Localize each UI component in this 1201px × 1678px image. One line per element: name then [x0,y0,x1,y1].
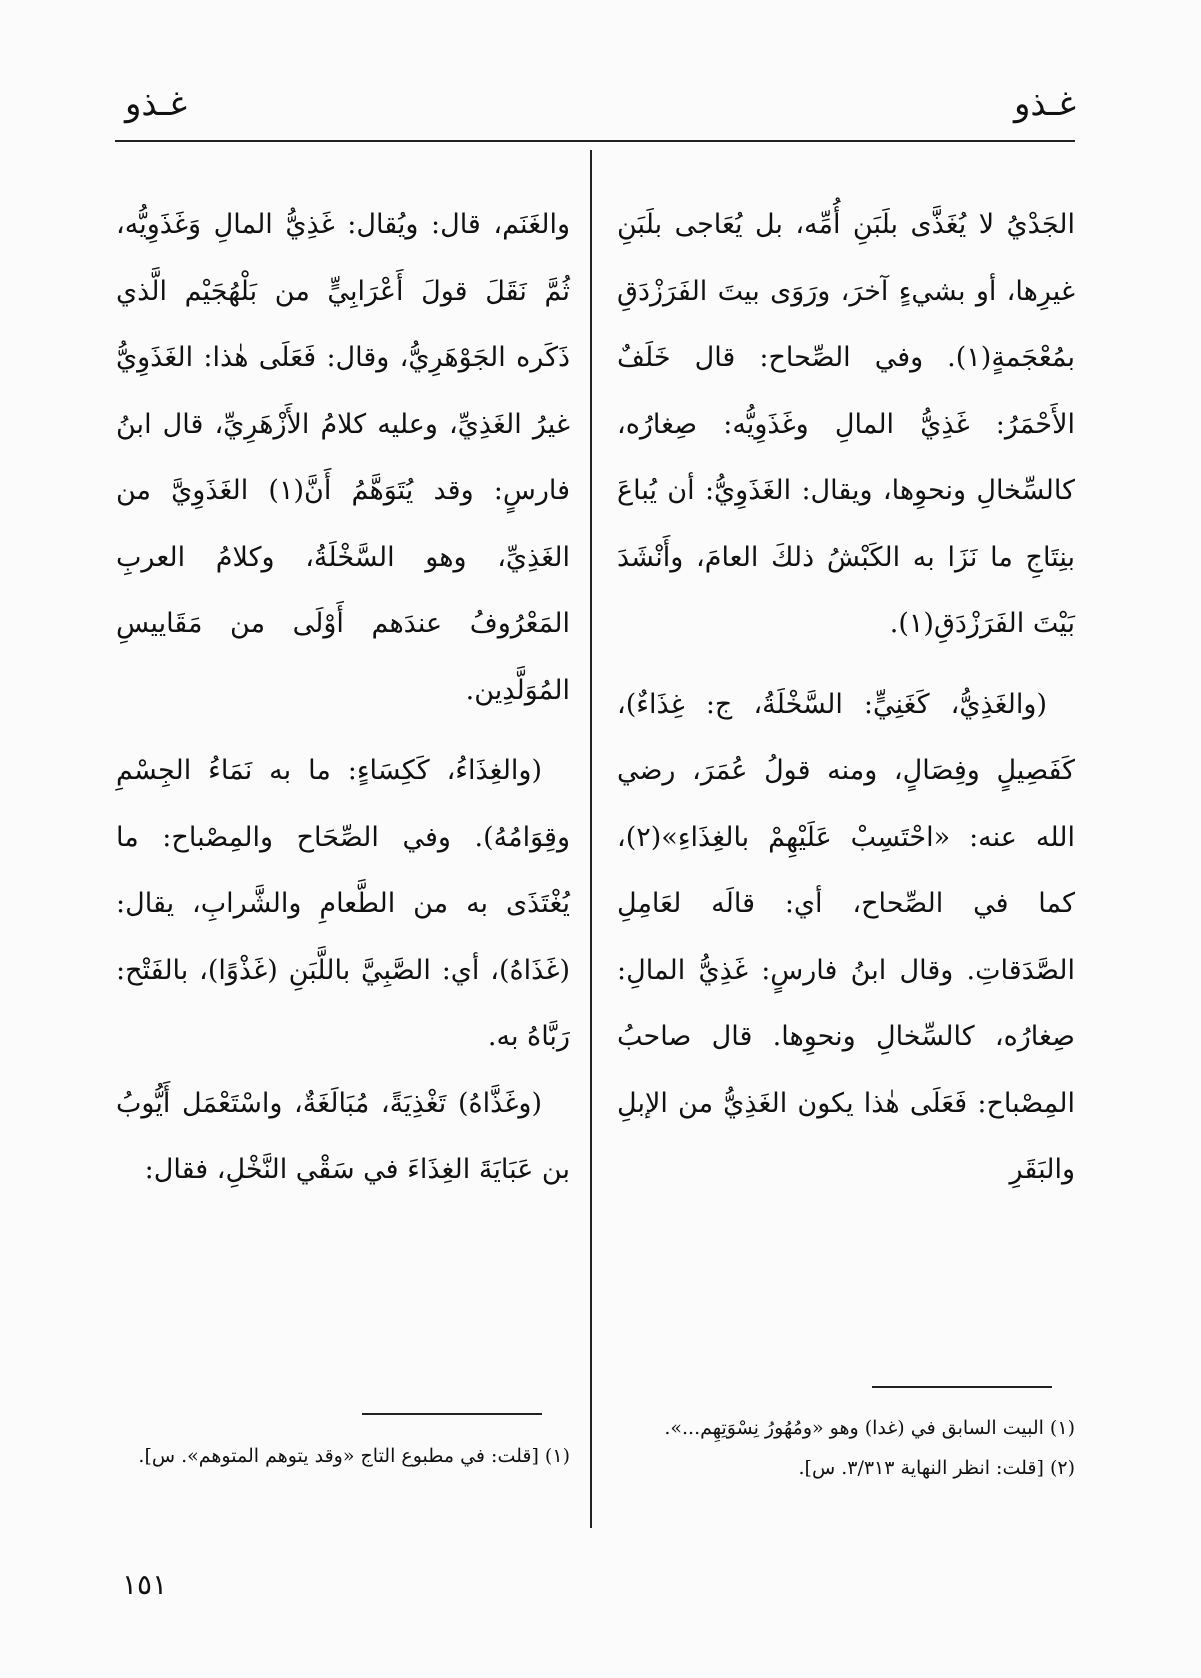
paragraph: والغَنَم، قال: ويُقال: غَذِيُّ المالِ وَغَذَوِيُّه، ثُمَّ نَقَلَ قولَ أَعْرَابِيٍّ من بَلْهُجَيْم الَّذي ذَكَره الجَوْهَرِيُّ، وقال: فَعَلَى هٰذا: الغَذَوِيُّ غيرُ الغَذِيِّ، وعليه كلامُ الأَزْهَرِيِّ، قال ابنُ فارسٍ: وقد يُتَوَهَّمُ أَنَّ(١) الغَذَوِيَّ من الغَذِيِّ، وهو السَّخْلَةُ، وكلامُ العربِ المَعْرُوفُ عندَهم أَوْلَى من مَقَاييسِ المُوَلَّدِين. [116,209,570,706]
running-header-right: غـذو [1013,84,1076,124]
footnotes-left [116,1436,570,1476]
running-header-left: غـذو [125,84,188,124]
footnote: (١) [قلت: في مطبوع التاج «وقد يتوهم المتوهم». س]. [138,1445,570,1467]
right-column [617,192,1075,1204]
paragraph: الجَدْيُ لا يُغَذَّى بلَبَنِ أُمِّه، بل يُعَاجى بلَبَنِ غيرِها، أو بشيءٍ آخرَ، ورَوَى بيتَ الفَرَزْدَقِ بمُعْجَمةٍ(١). وفي الصِّحاح: قال خَلَفٌ الأَحْمَرُ: غَذِيُّ المالِ وغَذَوِيُّه: صِغارُه، كالسِّخالِ ونحوِها، ويقال: الغَذَوِيُّ: أن يُباعَ بنِتَاجِ ما نَزَا به الكَبْشُ ذلكَ العامَ، وأَنْشَدَ بَيْتَ الفَرَزْدَقِ(١). [617,209,1075,639]
header-rule [115,140,1075,142]
paragraph: (والغَذِيُّ، كَغَنِيٍّ: السَّخْلَةُ، ج: غِذَاءٌ)، كَفَصِيلٍ وفِصَالٍ، ومنه قولُ عُمَرَ، رضي الله عنه: «احْتَسِبْ عَلَيْهِمْ بالغِذَاءِ»(٢)، كما في الصِّحاح، أي: قالَه لعَامِلِ الصَّدَقاتِ. وقال ابنُ فارسٍ: غَذِيُّ المالِ: صِغارُه، كالسِّخالِ ونحوِها. قال صاحبُ المِصْباح: فَعَلَى هٰذا يكون الغَذِيُّ من الإبلِ والبَقَرِ [617,688,1075,1185]
footnote: (٢) [قلت: انظر النهاية ٣/٣١٣. س]. [798,1457,1075,1479]
footnote-rule [362,1413,542,1415]
footnote: (١) البيت السابق في (غدا) وهو «ومُهُورُ نِسْوَتِهِم...». [664,1417,1075,1439]
footnote-rule [872,1386,1052,1388]
footnotes-right [617,1408,1075,1488]
page-number: ١٥١ [122,1568,168,1601]
paragraph: (والغِذَاءُ، كَكِسَاءٍ: ما به نَمَاءُ الجِسْمِ وقِوَامُهُ). وفي الصِّحَاح والمِصْباح: ما يُغْتَذَى به من الطَّعامِ والشَّرابِ، يقال: (غَذَاهُ)، أي: الصَّبِيَّ باللَّبَنِ (غَذْوًا)، بالفَتْح: رَبَّاهُ به. [116,755,570,1052]
left-column [116,192,570,1204]
paragraph: (وغَذَّاهُ) تَغْذِيَةً، مُبَالَغَةٌ، واسْتَعْمَل أَيُّوبُ بن عَبَايَةَ الغِذَاءَ في سَقْي النَّخْلِ، فقال: [116,1087,570,1185]
column-divider [590,150,592,1528]
